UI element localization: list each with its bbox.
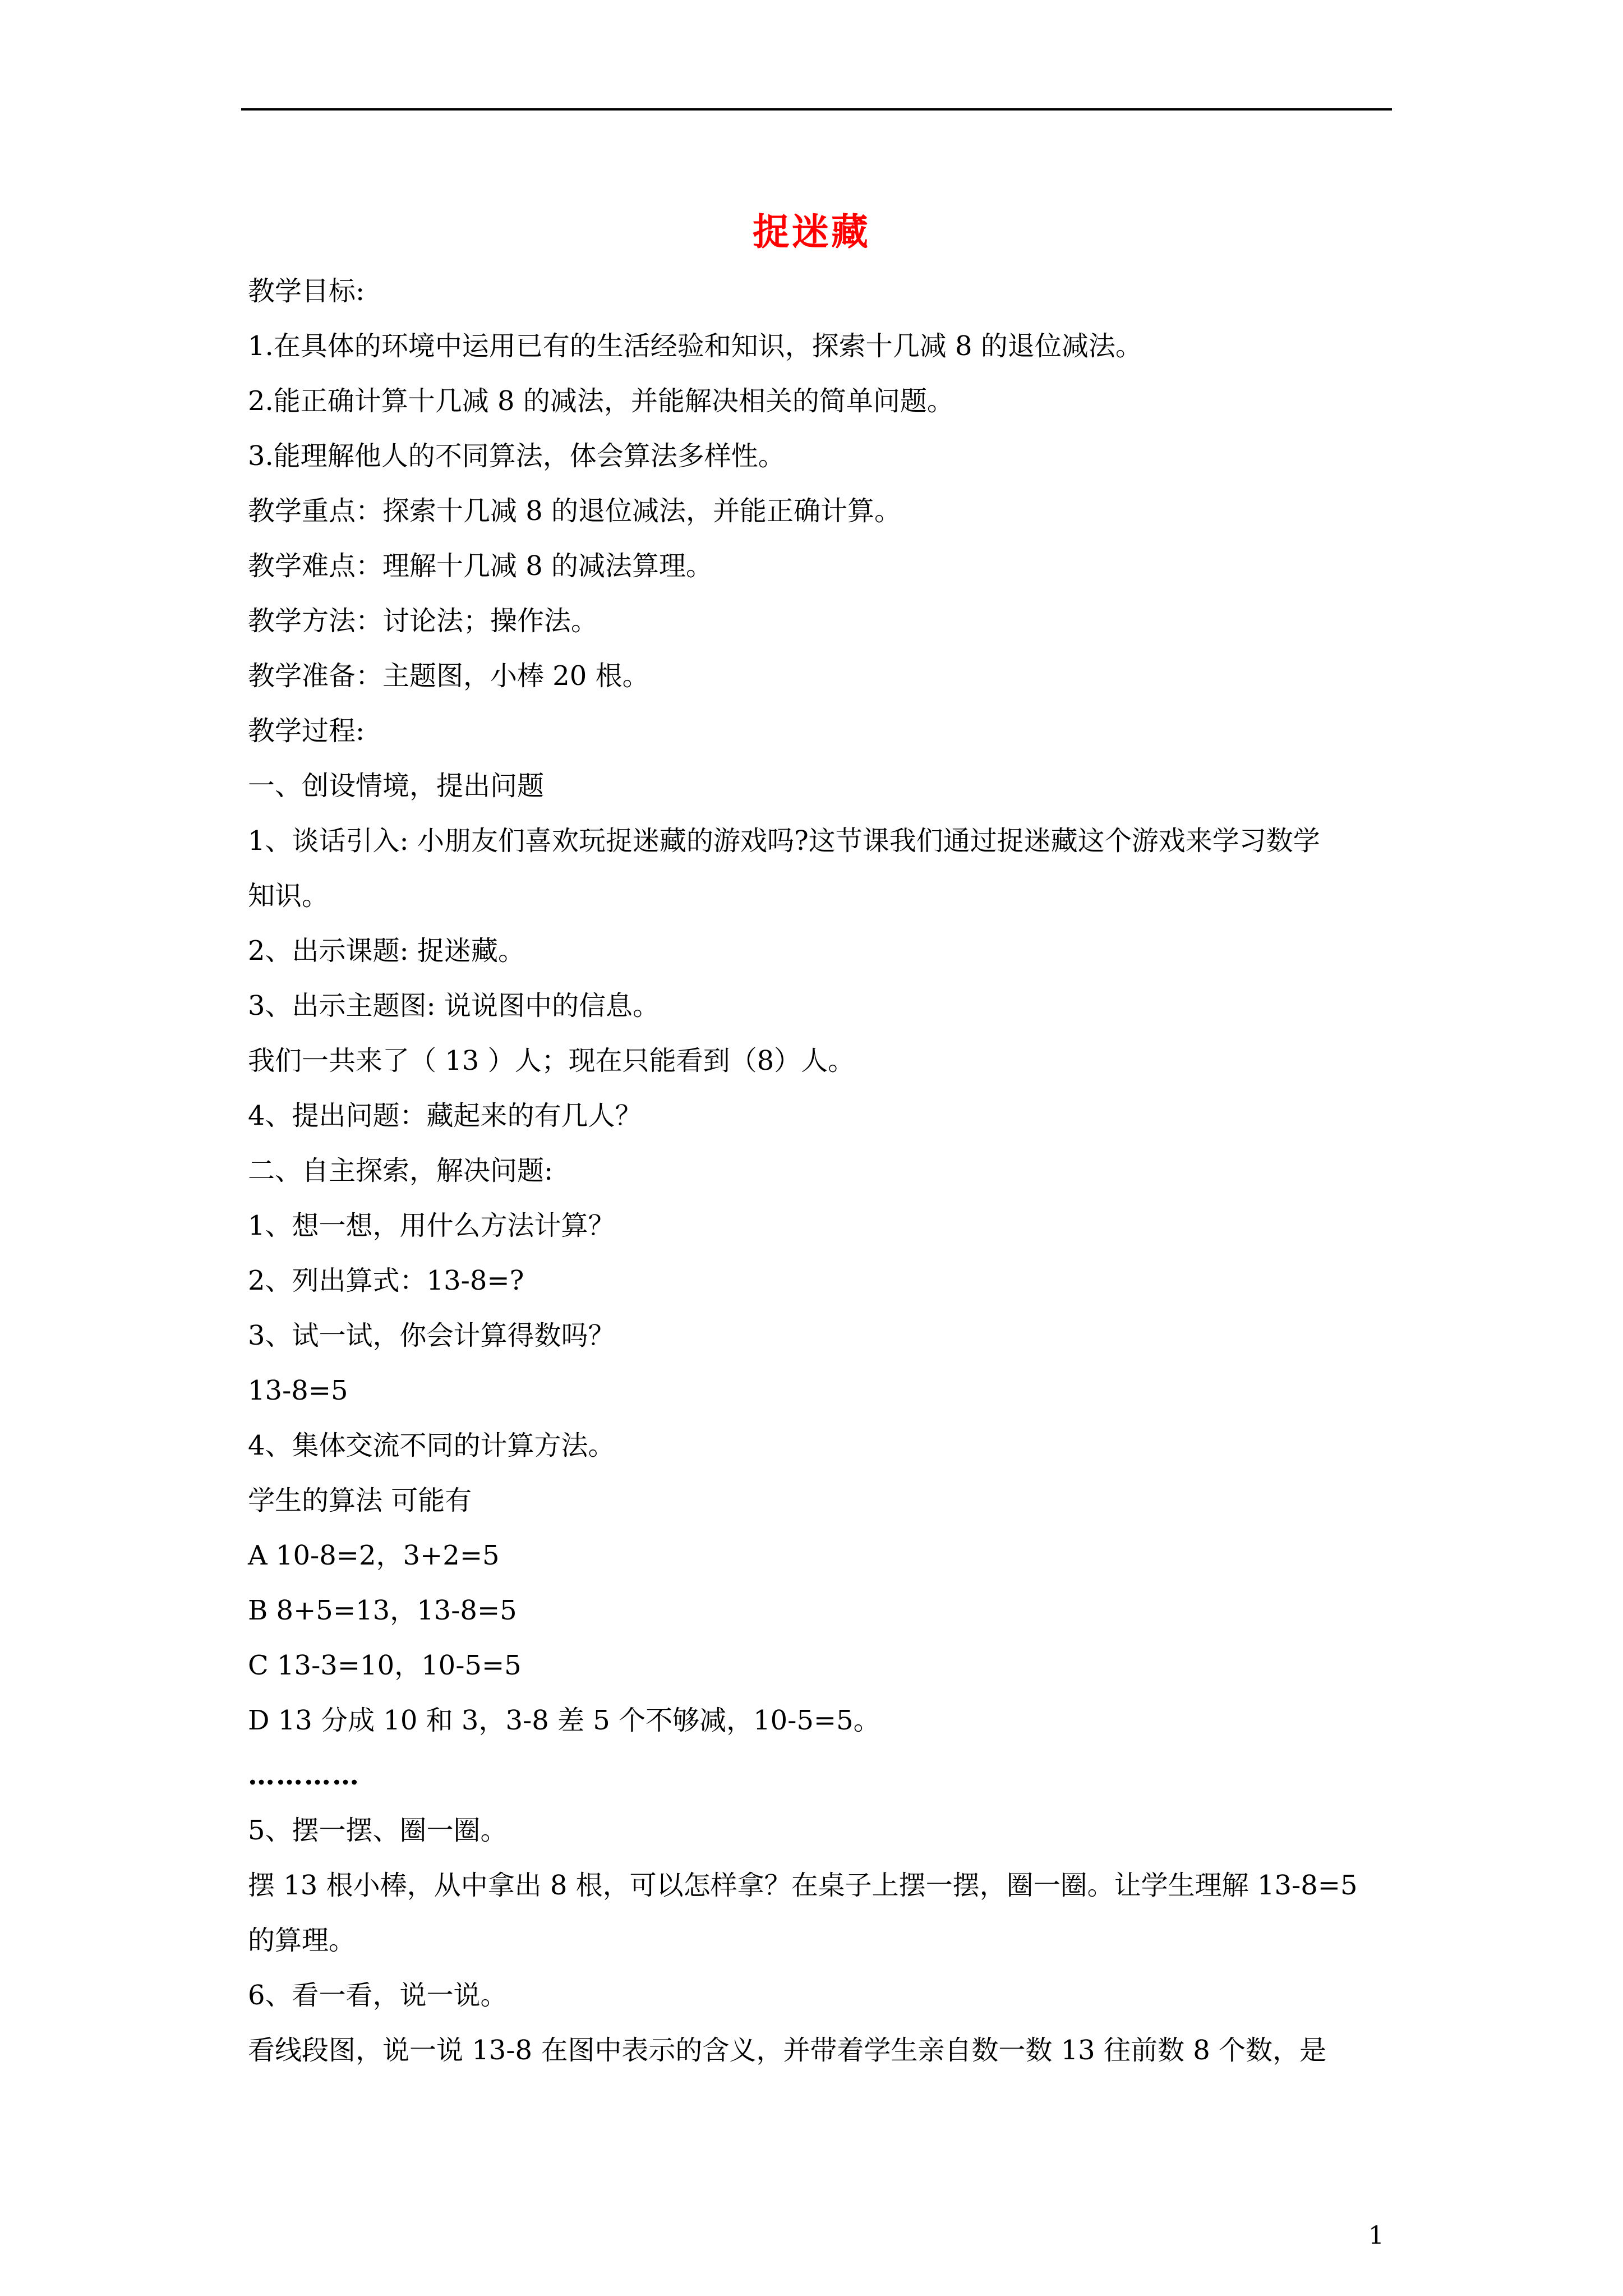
paragraph-line: 看线段图，说一说 13-8 在图中表示的含义，并带着学生亲自数一数 13 往前数 8 个数，是 <box>248 2035 1327 2066</box>
method-c: C 13-3=10，10-5=5 <box>248 1650 522 1681</box>
objective-1: 1.在具体的环境中运用已有的生活经验和知识，探索十几减 8 的退位减法。 <box>248 330 1142 362</box>
paragraph-line: 1、想一想，用什么方法计算？ <box>248 1210 615 1241</box>
teaching-method: 教学方法：讨论法；操作法。 <box>248 605 598 637</box>
paragraph-line: 2、列出算式：13-8=? <box>248 1265 524 1296</box>
paragraph-line: 摆 13 根小棒，从中拿出 8 根，可以怎样拿？在桌子上摆一摆，圈一圈。让学生理解 13-8=5 <box>248 1870 1358 1901</box>
part-2-heading: 二、自主探索，解决问题: <box>248 1155 554 1186</box>
paragraph-line: 1、谈话引入: 小朋友们喜欢玩捉迷藏的游戏吗?这节课我们通过捉迷藏这个游戏来学习数学 <box>248 825 1320 857</box>
paragraph-line: 3、出示主题图: 说说图中的信息。 <box>248 990 660 1022</box>
teaching-preparation: 教学准备：主题图，小棒 20 根。 <box>248 660 649 692</box>
header-rule <box>241 108 1392 111</box>
paragraph-line: 2、出示课题: 捉迷藏。 <box>248 935 525 967</box>
method-b: B 8+5=13，13-8=5 <box>248 1595 517 1626</box>
document-body <box>248 264 1381 2078</box>
document-title: 捉迷藏 <box>753 210 870 254</box>
paragraph-line: 我们一共来了（ 13 ）人；现在只能看到（8）人。 <box>248 1045 855 1076</box>
paragraph-line: 的算理。 <box>248 1925 356 1956</box>
objective-3: 3.能理解他人的不同算法，体会算法多样性。 <box>248 440 785 472</box>
difficult-point: 教学难点：理解十几减 8 的减法算理。 <box>248 550 713 582</box>
paragraph-line: 4、集体交流不同的计算方法。 <box>248 1430 615 1461</box>
page-number: 1 <box>1368 2221 1384 2250</box>
paragraph-line: 5、摆一摆、圈一圈。 <box>248 1815 508 1846</box>
paragraph-line: 3、试一试，你会计算得数吗？ <box>248 1320 615 1351</box>
method-a: A 10-8=2，3+2=5 <box>248 1540 500 1571</box>
part-1-heading: 一、创设情境，提出问题 <box>248 770 545 802</box>
paragraph-line: 4、提出问题：藏起来的有几人？ <box>248 1100 642 1131</box>
section-heading-process: 教学过程: <box>248 715 365 747</box>
equation-line: 13-8=5 <box>248 1375 348 1406</box>
paragraph-line: 学生的算法 可能有 <box>248 1485 472 1516</box>
method-d: D 13 分成 10 和 3，3-8 差 5 个不够减，10-5=5。 <box>248 1705 880 1736</box>
objective-2: 2.能正确计算十几减 8 的减法，并能解决相关的简单问题。 <box>248 385 954 417</box>
key-point: 教学重点：探索十几减 8 的退位减法，并能正确计算。 <box>248 495 902 527</box>
section-heading-objectives: 教学目标: <box>248 275 365 307</box>
paragraph-line: 6、看一看，说一说。 <box>248 1980 508 2011</box>
paragraph-line: 知识。 <box>248 880 329 912</box>
ellipsis-line: ………… <box>248 1760 360 1791</box>
